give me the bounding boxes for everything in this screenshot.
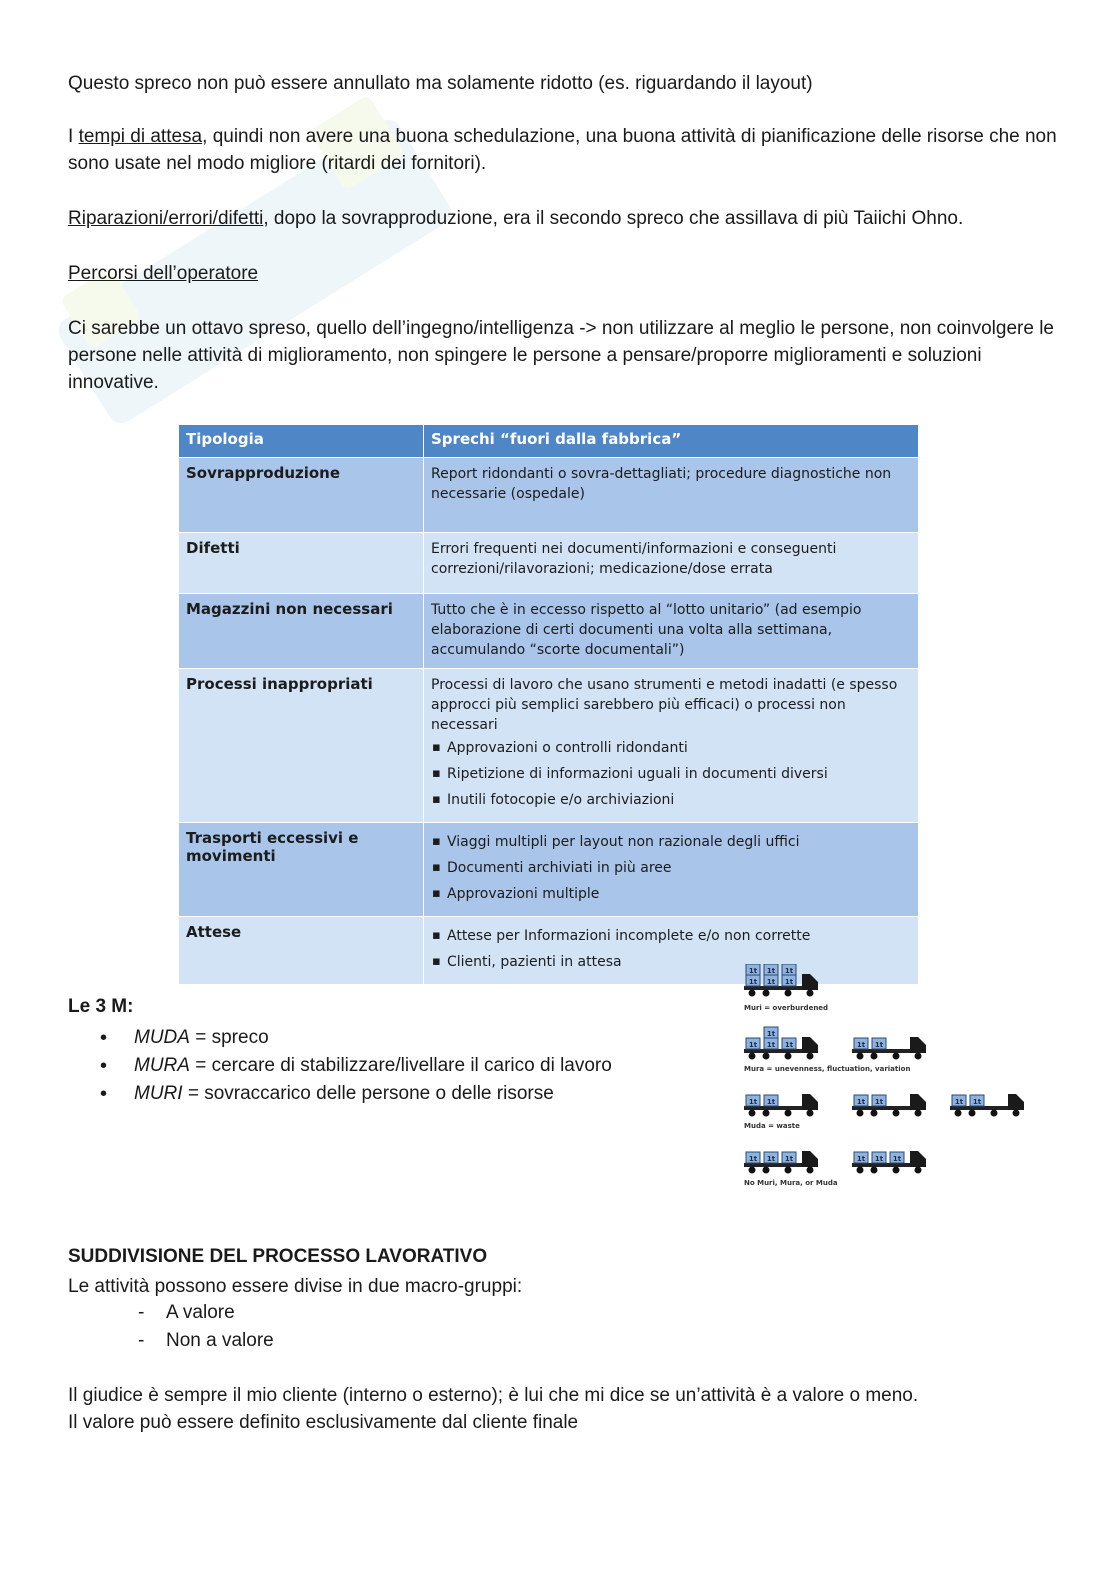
table-cell-desc [424, 594, 919, 669]
load-label: 1t [766, 1155, 776, 1163]
truck-wheel [969, 1110, 976, 1117]
load-label: 1t [748, 967, 758, 975]
truck-cab [802, 1037, 818, 1053]
section-heading: SUDDIVISIONE DEL PROCESSO LAVORATIVO [68, 1246, 488, 1267]
cell-text: Report ridondanti o sovra-dettagliati; procedure diagnostiche non necessarie (ospedale) [431, 466, 892, 502]
intro-paragraph-3 [68, 205, 1058, 232]
truck-bed [950, 1106, 1008, 1110]
cell-bullet: ▪ Inutili fotocopie e/o archiviazioni [447, 790, 911, 810]
truck-wheel [871, 1053, 878, 1060]
section-paragraph-2: Il valore può essere definito esclusivamente dal cliente finale [68, 1412, 579, 1433]
table-cell-desc [424, 823, 919, 917]
cell-bullet: ▪ Ripetizione di informazioni uguali in documenti diversi [447, 764, 911, 784]
load-label: 1t [874, 1098, 884, 1106]
table-cell-desc [424, 458, 919, 533]
term-tempi-di-attesa: tempi di attesa [78, 126, 203, 147]
table-cell-type: Sovrapproduzione [179, 458, 424, 533]
term-desc: = sovraccarico delle persone o delle risorse [182, 1083, 554, 1104]
section-intro: Le attività possono essere divise in due macro-gruppi: [68, 1276, 523, 1297]
caption-muda: Muda = waste [744, 1122, 800, 1130]
cell-bullet: ▪ Clienti, pazienti in attesa [447, 952, 911, 972]
truck-wheel [857, 1053, 864, 1060]
term-percorsi-operatore: Percorsi dell’operatore [68, 263, 259, 284]
truck-bed [744, 1106, 802, 1110]
truck-wheel [785, 1110, 792, 1117]
section-paragraph-1: Il giudice è sempre il mio cliente (interno o esterno); è lui che mi dice se un’attività è a valore o meno. [68, 1385, 919, 1406]
truck-wheel [857, 1167, 864, 1174]
term-riparazioni: Riparazioni/errori/difetti [68, 208, 264, 229]
table-header-cell: Sprechi “fuori dalla fabbrica” [424, 425, 919, 458]
truck-cab [802, 974, 818, 990]
truck-wheel [893, 1167, 900, 1174]
list-item [100, 1052, 612, 1080]
truck-wheel [763, 1167, 770, 1174]
intro-paragraph-2 [68, 123, 1058, 177]
three-m-heading: Le 3 M: [68, 996, 134, 1017]
truck-wheel [915, 1110, 922, 1117]
truck-wheel [807, 1167, 814, 1174]
truck-wheel [807, 1110, 814, 1117]
truck-bed [744, 1049, 802, 1053]
truck-wheel [749, 1110, 756, 1117]
truck-wheel [915, 1167, 922, 1174]
term-muri: MURI [134, 1083, 183, 1104]
truck-wheel [915, 1053, 922, 1060]
table-cell-type: Magazzini non necessari [179, 594, 424, 669]
load-label: 1t [766, 1041, 776, 1049]
term-mura: MURA [134, 1055, 190, 1076]
table-cell-desc [424, 533, 919, 594]
load-label: 1t [748, 978, 758, 986]
truck-bed [852, 1106, 910, 1110]
text-fragment: I [68, 126, 79, 147]
trucks-illustration [740, 964, 1040, 1194]
cell-bullet-list [431, 832, 911, 904]
truck-wheel [785, 1167, 792, 1174]
truck-wheel [871, 1167, 878, 1174]
cell-bullet: ▪ Attese per Informazioni incomplete e/o non corrette [447, 926, 911, 946]
load-label: 1t [954, 1098, 964, 1106]
term-desc: = spreco [189, 1027, 269, 1048]
load-label: 1t [748, 1155, 758, 1163]
list-item [100, 1024, 612, 1052]
truck-wheel [785, 1053, 792, 1060]
table-cell-desc [424, 669, 919, 823]
cell-text: Processi di lavoro che usano strumenti e metodi inadatti (e spesso approcci più semplici sarebbero più efficaci) o processi non necessari [431, 677, 898, 733]
truck-cab [910, 1037, 926, 1053]
truck-wheel [807, 990, 814, 997]
truck-wheel [1013, 1110, 1020, 1117]
cell-bullet: ▪ Approvazioni multiple [447, 884, 911, 904]
table-header-row [179, 425, 919, 458]
truck-wheel [871, 1110, 878, 1117]
load-label: 1t [972, 1098, 982, 1106]
list-item [100, 1080, 612, 1108]
caption-muri: Muri = overburdened [744, 1004, 829, 1012]
truck-cab [1008, 1094, 1024, 1110]
load-label: 1t [748, 1041, 758, 1049]
cell-bullet-list [431, 738, 911, 810]
truck-wheel [893, 1053, 900, 1060]
term-muda: MUDA [134, 1027, 190, 1048]
cell-bullet: ▪ Approvazioni o controlli ridondanti [447, 738, 911, 758]
truck-bed [744, 986, 802, 990]
truck-cab [910, 1151, 926, 1167]
table-cell-type: Trasporti eccessivi e movimenti [179, 823, 424, 917]
cell-text: Errori frequenti nei documenti/informazioni e conseguenti correzioni/rilavorazioni; medicazione/dose errata [431, 541, 837, 577]
load-label: 1t [856, 1098, 866, 1106]
load-label: 1t [784, 1041, 794, 1049]
intro-paragraph-5: Ci sarebbe un ottavo spreso, quello dell’ingegno/intelligenza -> non utilizzare al meglio le persone, non coinvolgere le persone nelle attività di miglioramento, non spingere le persone a pensare/proporre miglioramenti e soluzioni innovative. [68, 318, 1054, 393]
truck-cab [802, 1094, 818, 1110]
load-label: 1t [784, 978, 794, 986]
truck-bed [852, 1163, 910, 1167]
truck-wheel [857, 1110, 864, 1117]
table-header-cell: Tipologia [179, 425, 424, 458]
load-label: 1t [766, 1098, 776, 1106]
load-label: 1t [892, 1155, 902, 1163]
load-label: 1t [784, 1155, 794, 1163]
load-label: 1t [766, 978, 776, 986]
caption-none: No Muri, Mura, or Muda [744, 1179, 838, 1187]
truck-wheel [749, 1167, 756, 1174]
cell-bullet: ▪ Documenti archiviati in più aree [447, 858, 911, 878]
load-label: 1t [766, 967, 776, 975]
table-row [179, 458, 919, 533]
cell-bullet: ▪ Viaggi multipli per layout non razionale degli uffici [447, 832, 911, 852]
truck-cab [910, 1094, 926, 1110]
table-cell-type: Attese [179, 917, 424, 985]
intro-paragraph-1: Questo spreco non può essere annullato ma solamente ridotto (es. riguardando il layout) [68, 73, 813, 94]
cell-text: Tutto che è in eccesso rispetto al “lotto unitario” (ad esempio elaborazione di certi documenti una volta alla settimana, accumulando “scorte documentali”) [431, 602, 862, 658]
load-label: 1t [856, 1041, 866, 1049]
load-label: 1t [856, 1155, 866, 1163]
list-item: - Non a valore [138, 1327, 274, 1355]
load-label: 1t [748, 1098, 758, 1106]
table-cell-type: Processi inappropriati [179, 669, 424, 823]
truck-wheel [749, 990, 756, 997]
truck-bed [852, 1049, 910, 1053]
text-fragment: , dopo la sovrapproduzione, era il secondo spreco che assillava di più Taiichi Ohno. [263, 208, 964, 229]
table-row [179, 669, 919, 823]
text-fragment: , quindi non avere una buona schedulazione, una buona attività di pianificazione delle risorse che non sono usate nel modo migliore (ritardi dei fornitori). [68, 126, 1057, 174]
table-row [179, 823, 919, 917]
table-row [179, 533, 919, 594]
load-label: 1t [766, 1030, 776, 1038]
truck-bed [744, 1163, 802, 1167]
truck-wheel [785, 990, 792, 997]
three-m-list [100, 1024, 612, 1108]
waste-table [178, 424, 919, 985]
truck-wheel [749, 1053, 756, 1060]
truck-wheel [763, 1110, 770, 1117]
load-label: 1t [874, 1155, 884, 1163]
table-cell-type: Difetti [179, 533, 424, 594]
truck-wheel [763, 1053, 770, 1060]
truck-wheel [955, 1110, 962, 1117]
muda-mura-muri-figure [740, 964, 1040, 1194]
list-item: - A valore [138, 1299, 274, 1327]
caption-mura: Mura = unevenness, fluctuation, variation [744, 1065, 911, 1073]
load-label: 1t [784, 967, 794, 975]
value-list [138, 1299, 274, 1355]
truck-wheel [763, 990, 770, 997]
intro-paragraph-4 [68, 260, 1058, 287]
table-row [179, 594, 919, 669]
term-desc: = cercare di stabilizzare/livellare il carico di lavoro [189, 1055, 612, 1076]
load-label: 1t [874, 1041, 884, 1049]
truck-wheel [807, 1053, 814, 1060]
truck-cab [802, 1151, 818, 1167]
truck-wheel [991, 1110, 998, 1117]
truck-wheel [893, 1110, 900, 1117]
